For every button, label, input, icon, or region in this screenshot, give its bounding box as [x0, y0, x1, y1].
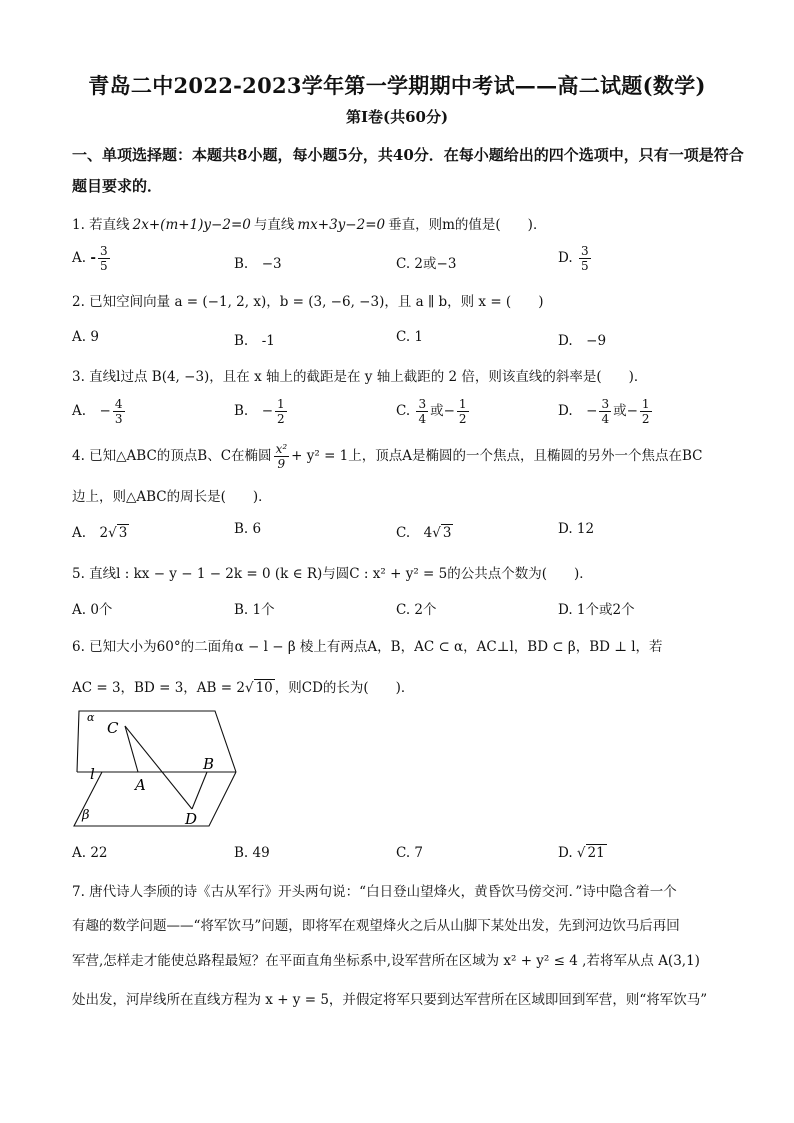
question-5: 5. 直线l : kx − y − 1 − 2k = 0 (k ∈ R)与圆C : x² + y² = 5的公共点个数为( )．	[72, 566, 593, 582]
dihedral-angle-figure	[70, 705, 245, 830]
section-heading: 一、单项选择题：本题共8小题，每小题5分，共40分．在每小题给出的四个选项中，只有一项是符合题目要求的．	[72, 146, 744, 195]
q2-option-d[interactable]: D. −9	[558, 333, 607, 349]
question-2: 2. 已知空间向量 a = (−1, 2, x)，b = (3, −6, −3)，且 a ∥ b，则 x = ( )	[72, 294, 544, 310]
q1-option-d[interactable]: D. $\frac{3}{5}$	[558, 244, 589, 273]
q3-option-c[interactable]: C. $\frac{3}{4}$ 或− $\frac{1}{2}$	[396, 397, 467, 426]
q2-option-a[interactable]: A. 9	[72, 329, 99, 345]
question-3: 3. 直线l过点 B(4, −3)，且在 x 轴上的截距是在 y 轴上截距的 2 倍，则该直线的斜率是( )．	[72, 369, 648, 385]
question-4-line-2: 边上，则△ABC的周长是( )．	[72, 489, 272, 505]
label-b: B	[203, 755, 215, 773]
q5-option-b[interactable]: B. 1个	[234, 602, 275, 618]
q4-option-d[interactable]: D. 12	[558, 521, 595, 537]
label-l: l	[90, 765, 95, 783]
q5-option-d[interactable]: D. 1个或2个	[558, 602, 635, 618]
label-beta: β	[82, 808, 90, 823]
q3-option-b[interactable]: B. − $\frac{1}{2}$	[234, 397, 285, 426]
question-4-line-1: 4. 已知△ABC的顶点B、C在椭圆 $\frac{\text{x²}}{9}$ + y² = 1上，顶点A是椭圆的一个焦点，且椭圆的另外一个焦点在BC	[72, 442, 703, 471]
q3-option-a[interactable]: A. − $\frac{4}{3}$	[72, 397, 123, 426]
label-alpha: α	[87, 711, 95, 724]
q6-option-c[interactable]: C. 7	[396, 845, 424, 861]
question-6-line-2: AC = 3，BD = 3，AB = 2√ 10 ，则CD的长为( )．	[72, 680, 415, 696]
q1-option-a[interactable]: A. - $\frac{3}{5}$	[72, 244, 108, 273]
q5-option-c[interactable]: C. 2个	[396, 602, 437, 618]
q6-option-d[interactable]: D. √ 21	[558, 845, 605, 861]
q1-option-b[interactable]: B. −3	[234, 256, 282, 272]
question-7-line-3: 军营,怎样走才能使总路程最短？在平面直角坐标系中,设军营所在区域为 x² + y² ≤ 4 ,若将军从点 A(3,1)	[72, 953, 700, 969]
q4-option-c[interactable]: C. 4√ 3	[396, 525, 452, 541]
q2-option-b[interactable]: B. -1	[234, 333, 275, 349]
label-d: D	[185, 810, 198, 828]
q1-option-c[interactable]: C. 2或−3	[396, 256, 457, 272]
q4-option-b[interactable]: B. 6	[234, 521, 262, 537]
question-7-line-1: 7. 唐代诗人李颀的诗《古从军行》开头两句说：“白日登山望烽火，黄昏饮马傍交河．”诗中隐含着一个	[72, 884, 677, 900]
question-6-line-1: 6. 已知大小为60°的二面角α − l − β 棱上有两点A，B，AC ⊂ α，AC⊥l，BD ⊂ β，BD ⊥ l，若	[72, 639, 663, 655]
label-a: A	[135, 776, 146, 794]
q6-option-b[interactable]: B. 49	[234, 845, 270, 861]
q3-option-d[interactable]: D. − $\frac{3}{4}$ 或− $\frac{1}{2}$	[558, 397, 650, 426]
question-7-line-2: 有趣的数学问题——“将军饮马”问题，即将军在观望烽火之后从山脚下某处出发，先到河边饮马后再回	[72, 918, 680, 934]
q6-option-a[interactable]: A. 22	[72, 845, 108, 861]
label-c: C	[107, 719, 119, 737]
exam-title: 青岛二中2022-2023学年第一学期期中考试——高二试题(数学)	[88, 73, 706, 98]
volume-heading: 第Ⅰ卷(共60分)	[345, 108, 449, 126]
q4-option-a[interactable]: A. 2√ 3	[72, 525, 128, 541]
q5-option-a[interactable]: A. 0个	[72, 602, 113, 618]
q2-option-c[interactable]: C. 1	[396, 329, 424, 345]
question-7-line-4: 处出发，河岸线所在直线方程为 x + y = 5，并假定将军只要到达军营所在区域即回到军营，则“将军饮马”	[72, 992, 708, 1008]
question-1: 1. 若直线 2x+(m+1)y−2=0 与直线 mx+3y−2=0 垂直，则m的值是( )．	[72, 217, 547, 233]
